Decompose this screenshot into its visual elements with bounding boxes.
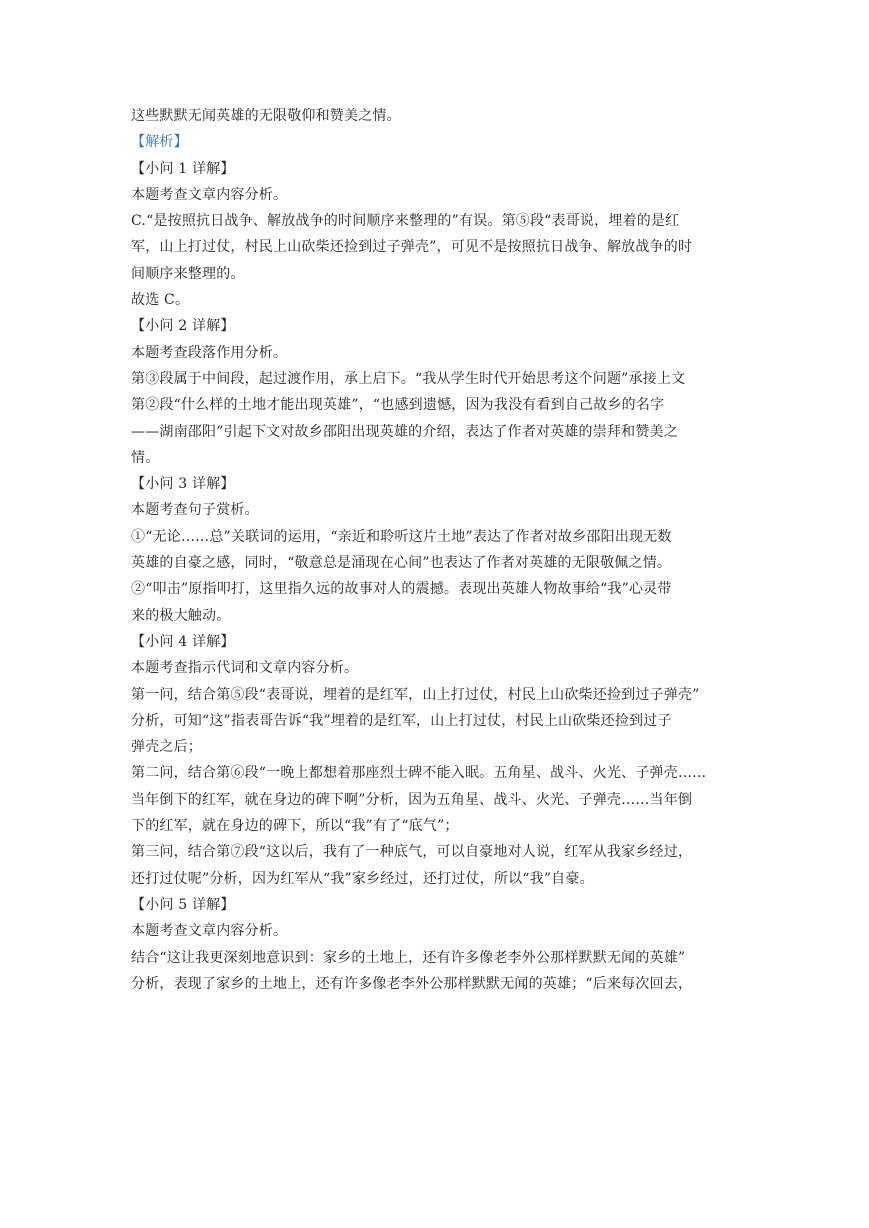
text-line: 第三问，结合第⑦段“这以后，我有了一种底气，可以自豪地对人说，红军从我家乡经过， (131, 844, 693, 861)
text-line: 当年倒下的红军，就在身边的碑下啊”分析，因为五角星、战斗、火光、子弹壳……当年倒 (131, 791, 693, 808)
text-line: 故选 C。 (131, 292, 190, 309)
text-line: 【小问 3 详解】 (131, 476, 235, 493)
text-line: 弹壳之后； (131, 739, 202, 756)
text-line: ——湖南邵阳”引起下文对故乡邵阳出现英雄的介绍，表达了作者对英雄的崇拜和赞美之 (131, 423, 678, 440)
text-line: 【小问 1 详解】 (131, 160, 235, 177)
text-line: 【小问 5 详解】 (131, 896, 235, 913)
text-line: 第③段属于中间段，起过渡作用，承上启下。“我从学生时代开始思考这个问题”承接上文 (131, 370, 686, 387)
text-line: 【小问 2 详解】 (131, 318, 235, 335)
text-line: 情。 (131, 449, 160, 466)
text-line: 【小问 4 详解】 (131, 633, 235, 650)
text-line: 结合“这让我更深刻地意识到：家乡的土地上，还有许多像老李外公那样默默无闻的英雄” (131, 949, 686, 966)
text-line: ②“叩击”原指叩打，这里指久远的故事对人的震撼。表现出英雄人物故事给“我”心灵带 (131, 581, 672, 598)
text-line: 第一问，结合第⑤段“表哥说，埋着的是红军，山上打过仗，村民上山砍柴还捡到过子弹壳” (131, 686, 700, 703)
text-line: 下的红军，就在身边的碑下，所以“我”有了“底气”； (131, 818, 459, 835)
text-line: 第②段“什么样的土地才能出现英雄”，“也感到遗憾，因为我没有看到自己故乡的名字 (131, 397, 665, 414)
text-line: 来的极大触动。 (131, 607, 231, 624)
text-line: 军，山上打过仗，村民上山砍柴还捡到过子弹壳”，可见不是按照抗日战争、解放战争的时 (131, 239, 693, 256)
section-heading-analysis: 【解析】 (131, 134, 188, 151)
text-line: 本题考查句子赏析。 (131, 502, 259, 519)
text-line: 英雄的自豪之感，同时，“敬意总是涌现在心间”也表达了作者对英雄的无限敬佩之情。 (131, 555, 672, 572)
text-line: 这些默默无闻英雄的无限敬仰和赞美之情。 (131, 108, 401, 124)
document-page (131, 103, 741, 997)
text-line: 分析，可知“这”指表哥告诉“我”埋着的是红军，山上打过仗，村民上山砍柴还捡到过子 (131, 712, 672, 729)
text-line: 本题考查文章内容分析。 (131, 923, 288, 940)
text-line: 还打过仗呢”分析，因为红军从“我”家乡经过，还打过仗，所以“我”自豪。 (131, 870, 594, 887)
text-line: 本题考查段落作用分析。 (131, 344, 288, 361)
text-line: ①“无论……总”关联词的运用，“亲近和聆听这片土地”表达了作者对故乡邵阳出现无数 (131, 528, 672, 545)
text-line: 本题考查文章内容分析。 (131, 186, 288, 203)
text-line: 第二问，结合第⑥段“一晚上都想着那座烈士碑不能入眠。五角星、战斗、火光、子弹壳…… (131, 765, 707, 782)
text-line: 分析，表现了家乡的土地上，还有许多像老李外公那样默默无闻的英雄；“后来每次回去， (131, 975, 693, 992)
text-line: C.“是按照抗日战争、解放战争的时间顺序来整理的”有误。第⑤段“表哥说，埋着的是红 (131, 213, 680, 230)
text-line: 间顺序来整理的。 (131, 265, 245, 282)
text-line: 本题考查指示代词和文章内容分析。 (131, 660, 359, 677)
